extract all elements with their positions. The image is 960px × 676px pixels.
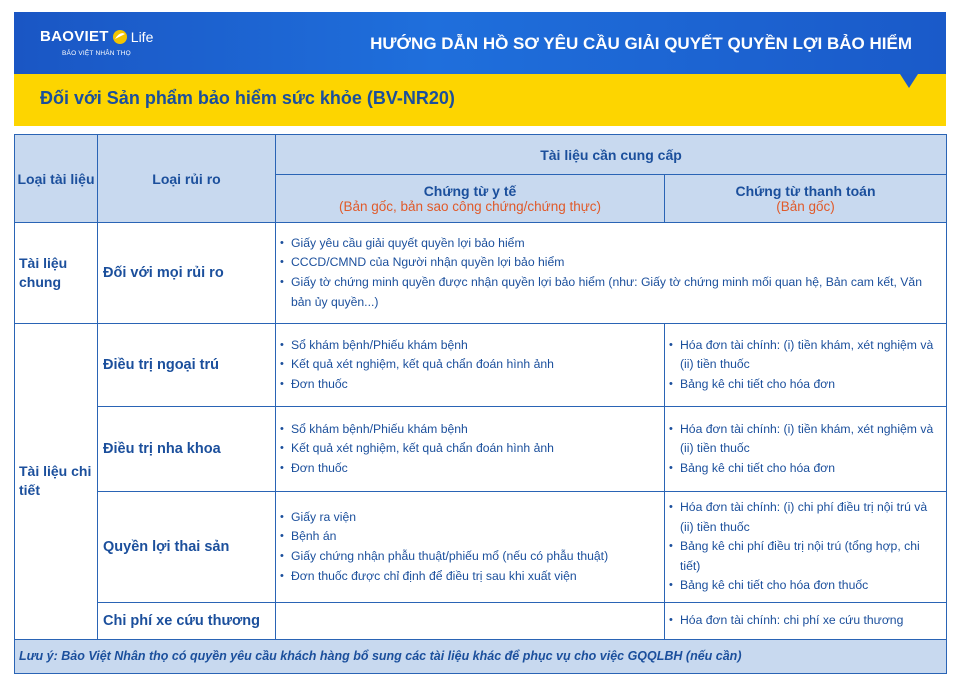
payment-docs-cell (665, 324, 947, 407)
list-item: • Bảng kê chi phí điều trị nội trú (tổng hợp, chi tiết) (668, 537, 940, 576)
header-payment (665, 175, 947, 223)
list-item: • CCCD/CMND của Người nhận quyền lợi bảo hiểm (279, 253, 940, 273)
header-medical-note: (Bản gốc, bản sao công chứng/chứng thực) (338, 199, 602, 214)
list-item: • Hóa đơn tài chính: chi phí xe cứu thương (668, 611, 940, 631)
banner-arrow-icon (900, 74, 918, 88)
risk-label: Điều trị ngoại trú (98, 324, 276, 407)
header-payment-label: Chứng từ thanh toán (735, 183, 876, 199)
list-item: • Bệnh án (279, 527, 658, 547)
list-item: • Kết quả xét nghiệm, kết quả chẩn đoán hình ảnh (279, 355, 658, 375)
list-item: • Đơn thuốc (279, 459, 658, 479)
list-item: • Bảng kê chi tiết cho hóa đơn (668, 459, 940, 479)
risk-label: Chi phí xe cứu thương (98, 602, 276, 639)
risk-label: Điều trị nha khoa (98, 407, 276, 492)
list-item: • Giấy ra viện (279, 508, 658, 528)
payment-docs-cell (665, 492, 947, 603)
baoviet-logo (40, 28, 153, 45)
header-documents: Tài liệu cần cung cấp (276, 135, 947, 175)
header-payment-note: (Bản gốc) (776, 199, 835, 214)
medical-docs-cell (276, 492, 665, 603)
page-subtitle: Đối với Sản phẩm bảo hiểm sức khỏe (BV-NR20) (40, 88, 455, 108)
table-row (15, 324, 947, 407)
risk-label: Quyền lợi thai sản (98, 492, 276, 603)
table-row (15, 602, 947, 639)
list-item: • Bảng kê chi tiết cho hóa đơn (668, 375, 940, 395)
logo-subtitle: BẢO VIỆT NHÂN THỌ (62, 50, 131, 57)
table-row (15, 407, 947, 492)
table-row (15, 492, 947, 603)
medical-docs-cell (276, 324, 665, 407)
list-item: • Giấy chứng nhận phẫu thuật/phiếu mổ (nếu có phẫu thuật) (279, 547, 658, 567)
group-detail: Tài liệu chi tiết (15, 324, 98, 640)
list-item: • Sổ khám bệnh/Phiếu khám bệnh (279, 420, 658, 440)
header-banner (14, 12, 946, 126)
documents-table (14, 134, 947, 674)
table-row (15, 223, 947, 324)
logo-word: BAOVIET (40, 28, 109, 45)
header-doc-type: Loại tài liệu (15, 135, 98, 223)
medical-docs-cell (276, 407, 665, 492)
footnote: Lưu ý: Bảo Việt Nhân thọ có quyền yêu cầu khách hàng bổ sung các tài liệu khác để phục vụ cho việc GQQLBH (nếu cần) (15, 639, 947, 673)
logo-life: Life (130, 28, 154, 45)
group-general: Tài liệu chung (15, 223, 98, 324)
general-docs-cell (276, 223, 947, 324)
list-item: • Kết quả xét nghiệm, kết quả chẩn đoán hình ảnh (279, 439, 658, 459)
list-item: • Hóa đơn tài chính: (i) tiền khám, xét nghiệm và (ii) tiền thuốc (668, 420, 940, 459)
payment-docs-cell (665, 602, 947, 639)
page-title: HƯỚNG DẪN HỒ SƠ YÊU CẦU GIẢI QUYẾT QUYỀN LỢI BẢO HIỂM (370, 34, 912, 53)
list-item: • Sổ khám bệnh/Phiếu khám bệnh (279, 336, 658, 356)
risk-label: Đối với mọi rủi ro (98, 223, 276, 324)
medical-docs-cell (276, 602, 665, 639)
leaf-icon (112, 29, 128, 45)
list-item: • Đơn thuốc (279, 375, 658, 395)
list-item: • Hóa đơn tài chính: (i) chi phí điều trị nội trú và (ii) tiền thuốc (668, 498, 940, 537)
table-row (15, 639, 947, 673)
header-medical-label: Chứng từ y tế (423, 183, 517, 199)
list-item: • Hóa đơn tài chính: (i) tiền khám, xét nghiệm và (ii) tiền thuốc (668, 336, 940, 375)
list-item: • Giấy tờ chứng minh quyền được nhận quyền lợi bảo hiểm (như: Giấy tờ chứng minh mối quan hệ, Bản cam kết, Văn bản ủy quyền...) (279, 273, 940, 312)
payment-docs-cell (665, 407, 947, 492)
list-item: • Đơn thuốc được chỉ định để điều trị sau khi xuất viện (279, 567, 658, 587)
list-item: • Bảng kê chi tiết cho hóa đơn thuốc (668, 576, 940, 596)
header-medical (276, 175, 665, 223)
list-item: • Giấy yêu cầu giải quyết quyền lợi bảo hiểm (279, 234, 940, 254)
header-risk-type: Loại rủi ro (98, 135, 276, 223)
